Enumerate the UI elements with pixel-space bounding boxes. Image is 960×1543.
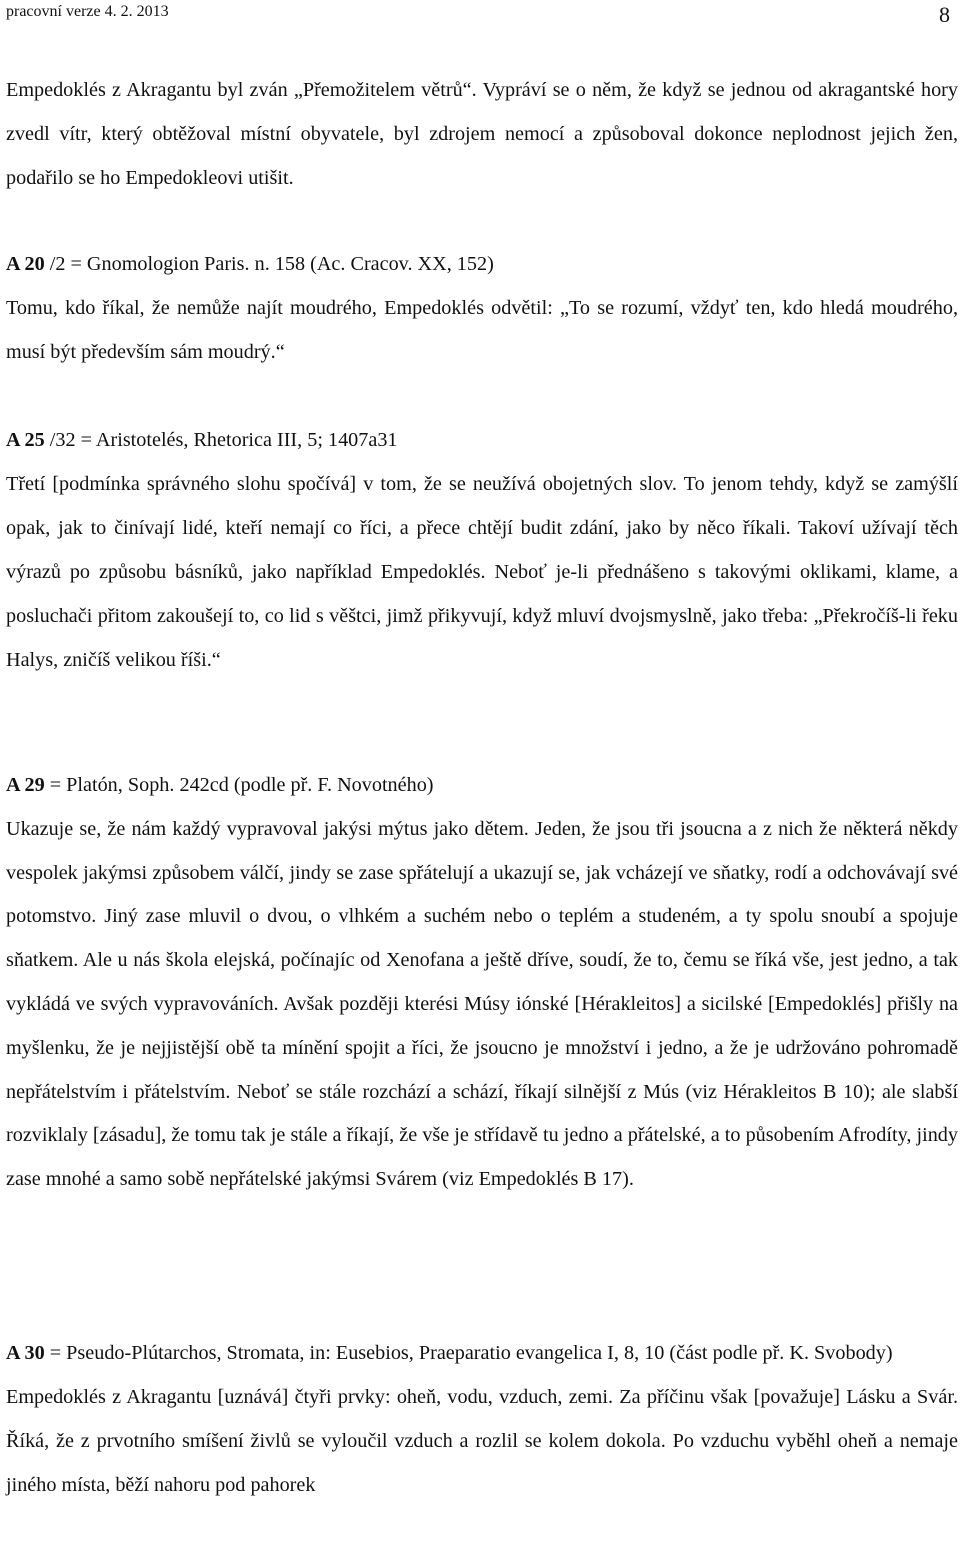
fragment-source: = Pseudo-Plútarchos, Stromata, in: Eusebios, Praeparatio evangelica I, 8, 10 (část podle př. K. Svobody) <box>44 1342 893 1364</box>
fragment-reference <box>6 418 958 462</box>
fragment-source: /2 = Gnomologion Paris. n. 158 (Ac. Cracov. XX, 152) <box>44 253 494 275</box>
page-header <box>6 0 954 30</box>
fragment-reference <box>6 1331 958 1375</box>
fragment-reference <box>6 242 958 286</box>
fragment-text: Tomu, kdo říkal, že nemůže najít moudrého, Empedoklés odvětil: „To se rozumí, vždyť ten, kdo hledá moudrého, musí být především sám moudrý.“ <box>6 297 958 363</box>
fragment-reference <box>6 764 958 808</box>
page-number: 8 <box>939 2 950 27</box>
fragment-id: A 29 <box>6 774 45 796</box>
fragment-a30 <box>6 1331 958 1507</box>
version-label: pracovní verze 4. 2. 2013 <box>6 3 169 20</box>
fragment-id: A 25 <box>6 429 45 451</box>
fragment-a25 <box>6 418 958 682</box>
fragment-source: /32 = Aristotelés, Rhetorica III, 5; 1407a31 <box>44 429 398 451</box>
fragment-id: A 20 <box>6 253 45 275</box>
fragment-text: Třetí [podmínka správného slohu spočívá] v tom, že se neužívá obojetných slov. To jenom tehdy, když se zamýšlí opak, jak to činívají lidé, kteří nemají co říci, a přece chtějí budit zdání, jako by něco říkali. Takoví užívají těch výrazů po způsobu básníků, jako například Empedoklés. Neboť je-li přednášeno s takovými oklikami, klame, a posluchači přitom zakoušejí to, co lid s věštci, jimž přikyvují, když mluví dvojsmyslně, jako třeba: „Překročíš-li řeku Halys, zničíš velikou říši.“ <box>6 473 958 671</box>
fragment-source: = Platón, Soph. 242cd (podle př. F. Novotného) <box>44 774 434 796</box>
fragment-text: Ukazuje se, že nám každý vypravoval jakýsi mýtus jako dětem. Jeden, že jsou tři jsoucna a z nich že některá někdy vespolek jakýmsi způsobem válčí, jindy se zase spřátelují a ukazují se, jak vcházejí ve sňatky, rodí a odchovávají své potomstvo. Jiný zase mluvil o dvou, o vlhkém a suchém nebo o teplém a studeném, a ty spolu snoubí a spojuje sňatkem. Ale u nás škola elejská, počínajíc od Xenofana a ještě dříve, soudí, že to, čemu se říká vše, jest jedno, a tak vykládá ve svých vypravováních. Avšak později kterési Músy iónské [Hérakleitos] a sicilské [Empedoklés] přišly na myšlenku, že je nejjistější obě ta mínění spojit a říci, že jsoucno je množství i jedno, a že je udržováno pohromadě nepřátelstvím i přátelstvím. Neboť se stále rozchází a schází, říkají silnější z Mús (viz Hérakleitos B 10); ale slabší rozviklaly [zásadu], že tomu tak je stále a říkají, že vše je střídavě tu jedno a přátelské, a to působením Afrodíty, jindy zase mnohé a samo sobě nepřátelské jakýmsi Svárem (viz Empedoklés B 17). <box>6 817 958 1191</box>
fragment-a20 <box>6 242 958 374</box>
intro-section <box>6 68 958 200</box>
fragment-id: A 30 <box>6 1342 45 1364</box>
intro-paragraph: Empedoklés z Akragantu byl zván „Přemožitelem větrů“. Vypráví se o něm, že když se jednou od akragantské hory zvedl vítr, který obtěžoval místní obyvatele, byl zdrojem nemocí a způsoboval dokonce neplodnost jejich žen, podařilo se ho Empedokleovi utišit. <box>6 79 958 189</box>
fragment-text: Empedoklés z Akragantu [uznává] čtyři prvky: oheň, vodu, vzduch, zemi. Za příčinu však [považuje] Lásku a Svár. Říká, že z prvotního smíšení živlů se vyloučil vzduch a rozlil se kolem dokola. Po vzduchu vyběhl oheň a nemaje jiného místa, běží nahoru pod pahorek <box>6 1386 958 1496</box>
fragment-a29 <box>6 764 958 1202</box>
